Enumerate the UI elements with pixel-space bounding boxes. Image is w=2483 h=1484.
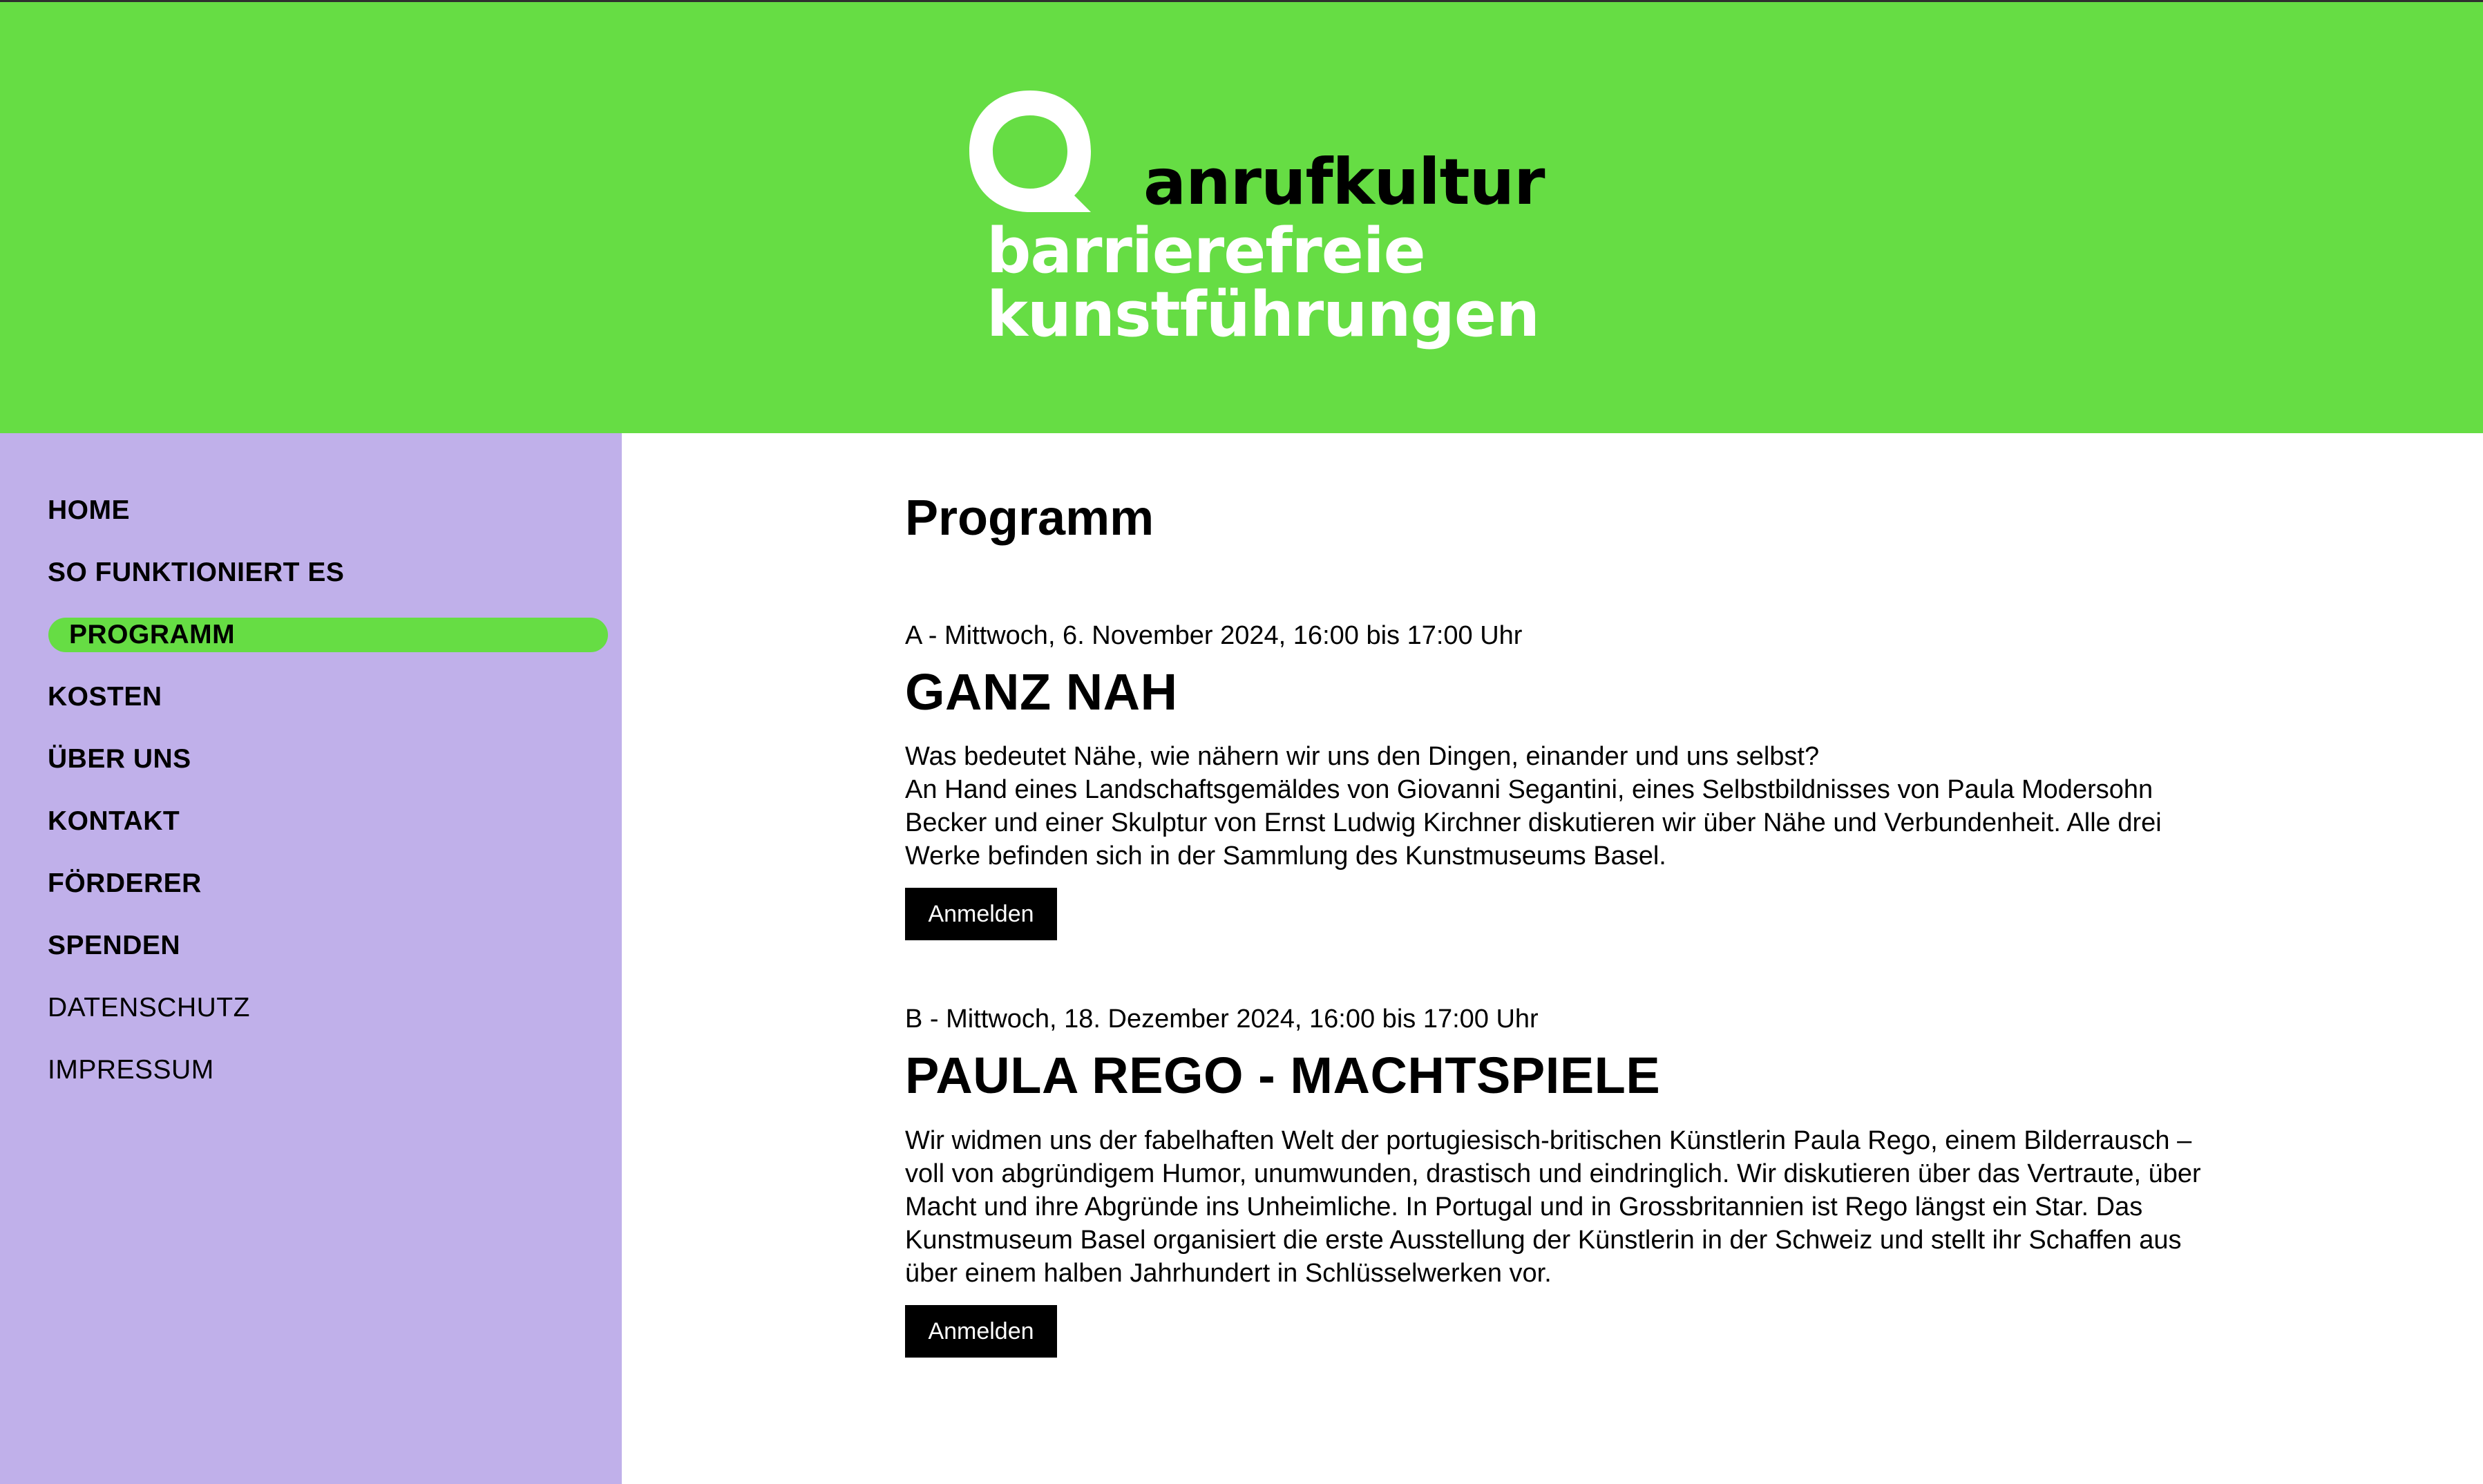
event-a-register-button[interactable]: Anmelden	[905, 888, 1057, 940]
event-b-date: B - Mittwoch, 18. Dezember 2024, 16:00 bis 17:00 Uhr	[905, 1005, 1539, 1034]
sidebar-item-datenschutz[interactable]: DATENSCHUTZ	[48, 993, 250, 1022]
sidebar-item-kosten[interactable]: KOSTEN	[48, 682, 162, 712]
event-a-date: A - Mittwoch, 6. November 2024, 16:00 bis 17:00 Uhr	[905, 621, 1523, 650]
sidebar-item-foerderer[interactable]: FÖRDERER	[48, 868, 202, 898]
event-a-desc-line2: An Hand eines Landschaftsgemäldes von Giovanni Segantini, eines Selbstbildnisses von Paula Modersohn Becker und einer Skulptur von Ernst Ludwig Kirchner diskutieren wir über Nähe und Verbundenheit. Alle drei Werke befinden sich in der Sammlung des Kunstmuseums Basel.	[905, 775, 2162, 871]
event-b-title: PAULA REGO - MACHTSPIELE	[905, 1047, 1661, 1104]
event-b-desc-line1: Wir widmen uns der fabelhaften Welt der portugiesisch-britischen Künstlerin Paula Rego, einem Bilderrausch – voll von abgründigem Humor, unumwunden, drastisch und eindringlich. Wir diskutieren über das Vertraute, über Macht und ihre Abgründe ins Unheimliche. In Portugal und in Grossbritannien ist Rego längst ein Star. Das Kunstmuseum Basel organisiert die erste Ausstellung der Künstlerin in der Schweiz und stellt ihr Schaffen aus über einem halben Jahrhundert in Schlüsselwerken vor.	[905, 1126, 2201, 1288]
sidebar-item-programm[interactable]	[48, 618, 608, 652]
event-b-register-button[interactable]: Anmelden	[905, 1305, 1057, 1358]
sidebar-item-spenden[interactable]: SPENDEN	[48, 931, 181, 960]
sidebar-item-ueber-uns[interactable]: ÜBER UNS	[48, 744, 191, 774]
sidebar-item-impressum[interactable]: IMPRESSUM	[48, 1055, 214, 1085]
site-header	[0, 2, 2483, 433]
sidebar-item-home[interactable]: HOME	[48, 495, 130, 525]
event-a-desc-line1: Was bedeutet Nähe, wie nähern wir uns den Dingen, einander und uns selbst?	[905, 742, 1820, 771]
sidebar-item-so-funktioniert-es[interactable]: SO FUNKTIONIERT ES	[48, 558, 345, 587]
logo-tagline-line1: barrierefreie	[987, 215, 1425, 287]
logo-tagline	[987, 215, 1539, 351]
speech-bubble-logo-icon	[964, 85, 1096, 218]
main-content	[622, 433, 2483, 1484]
logo-tagline-line2: kunstführungen	[987, 278, 1539, 351]
page-title: Programm	[905, 491, 1154, 546]
sidebar-nav	[0, 433, 622, 1484]
event-a-description	[905, 740, 2218, 873]
logo-name: anrufkultur	[1143, 145, 1545, 219]
sidebar-item-label: PROGRAMM	[69, 620, 236, 649]
sidebar-item-kontakt[interactable]: KONTAKT	[48, 806, 180, 836]
site-logo[interactable]	[964, 85, 1544, 361]
event-b-description	[905, 1124, 2218, 1290]
event-a-title: GANZ NAH	[905, 663, 1178, 721]
